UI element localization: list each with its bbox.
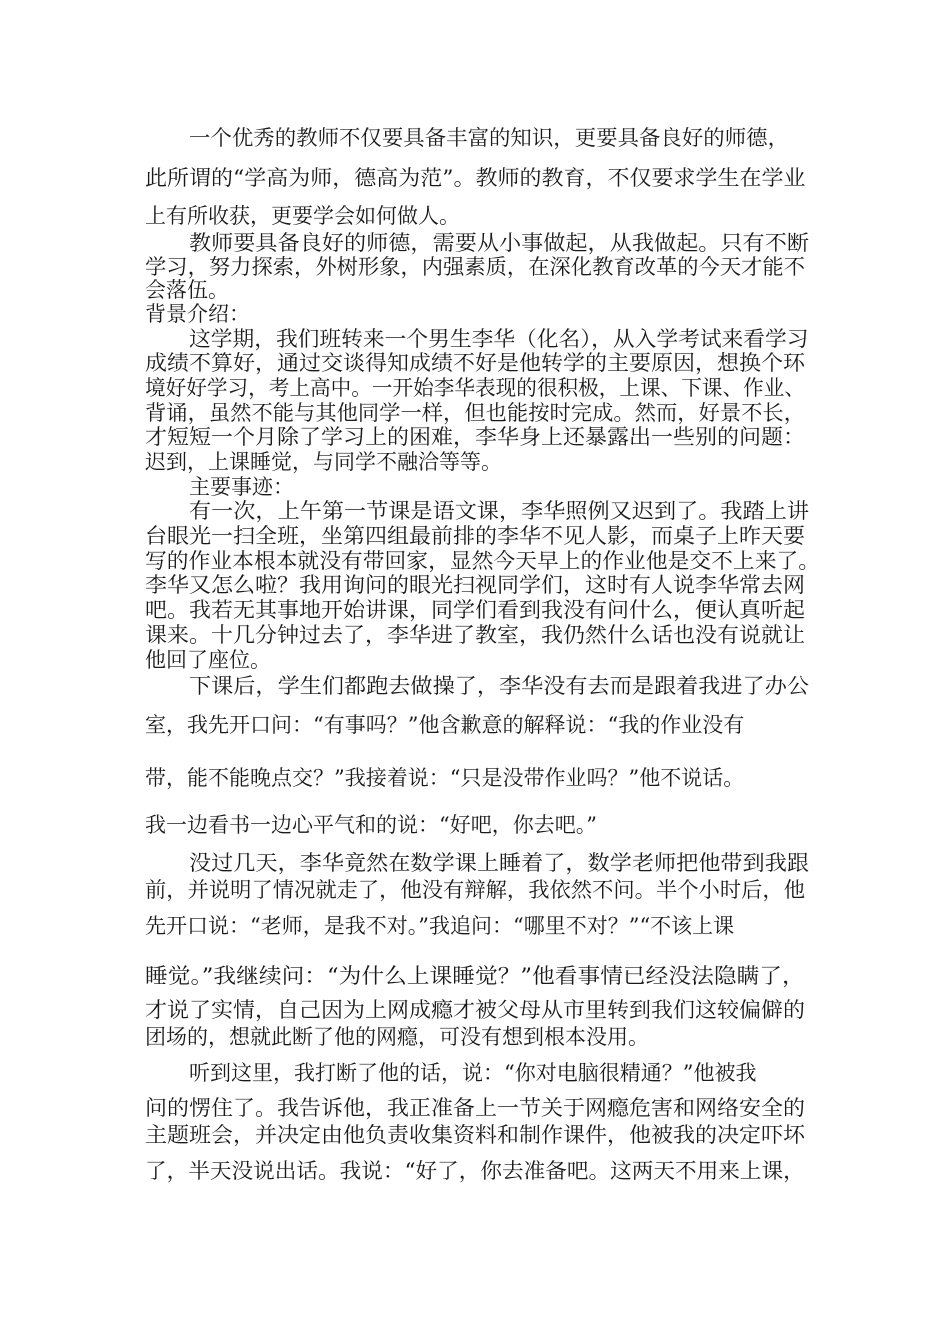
text-line: 没过几天，李华竟然在数学课上睡着了，数学老师把他带到我跟	[189, 851, 809, 875]
text-line: 室，我先开口问：“有事吗？”他含歉意的解释说：“我的作业没有	[145, 713, 745, 737]
text-line: 境好好学习，考上高中。一开始李华表现的很积极，上课、下课、作业、	[145, 376, 805, 400]
text-line: 了，半天没说出话。我说：“好了，你去准备吧。这两天不用来上课，	[145, 1159, 805, 1183]
text-line: 这学期，我们班转来一个男生李华（化名），从入学考试来看学习	[189, 327, 809, 351]
text-line: 学习，努力探索，外树形象，内强素质，在深化教育改革的今天才能不	[145, 255, 805, 279]
text-line: 他回了座位。	[145, 648, 271, 672]
text-line: 主题班会，并决定由他负责收集资料和制作课件，他被我的决定吓坏	[145, 1123, 805, 1147]
text-line: 问的愣住了。我告诉他，我正准备上一节关于网瘾危害和网络安全的	[145, 1096, 805, 1120]
text-line: 才短短一个月除了学习上的困难，李华身上还暴露出一些别的问题：	[145, 425, 805, 449]
text-line: 迟到，上课睡觉，与同学不融洽等等。	[145, 450, 502, 474]
text-line: 成绩不算好，通过交谈得知成绩不好是他转学的主要原因，想换个环	[145, 351, 805, 375]
text-line: 先开口说：“老师，是我不对。”我追问：“哪里不对？”“不该上课	[145, 914, 735, 938]
text-line: 教师要具备良好的师德，需要从小事做起，从我做起。只有不断	[189, 231, 809, 255]
text-line: 带，能不能晚点交？”我接着说：“只是没带作业吗？”他不说话。	[145, 766, 745, 790]
text-line: 背景介绍：	[145, 302, 250, 326]
text-line: 背诵，虽然不能与其他同学一样，但也能按时完成。然而，好景不长，	[145, 401, 805, 425]
text-line: 团场的，想就此断了他的网瘾，可没有想到根本没用。	[145, 1025, 649, 1049]
text-line: 李华又怎么啦？我用询问的眼光扫视同学们，这时有人说李华常去网	[145, 573, 805, 597]
text-line: 会落伍。	[145, 278, 229, 302]
text-line: 一个优秀的教师不仅要具备丰富的知识，更要具备良好的师德，	[189, 126, 789, 150]
text-line: 下课后，学生们都跑去做操了，李华没有去而是跟着我进了办公	[189, 674, 809, 698]
text-line: 听到这里，我打断了他的话，说：“你对电脑很精通？”他被我	[189, 1061, 757, 1085]
text-line: 有一次，上午第一节课是语文课，李华照例又迟到了。我踏上讲	[189, 499, 809, 523]
text-line: 吧。我若无其事地开始讲课，同学们看到我没有问什么，便认真听起	[145, 598, 805, 622]
text-line: 上有所收获，更要学会如何做人。	[145, 204, 460, 228]
text-line: 睡觉。”我继续问：“为什么上课睡觉？”他看事情已经没法隐瞒了，	[145, 964, 805, 988]
text-line: 才说了实情，自己因为上网成瘾才被父母从市里转到我们这较偏僻的	[145, 998, 805, 1022]
text-line: 写的作业本根本就没有带回家，显然今天早上的作业他是交不上来了。	[145, 549, 821, 573]
text-line: 课来。十几分钟过去了，李华进了教室，我仍然什么话也没有说就让	[145, 623, 805, 647]
text-line: 前，并说明了情况就走了，他没有辩解，我依然不问。半个小时后，他	[145, 878, 805, 902]
text-line: 我一边看书一边心平气和的说：“好吧，你去吧。”	[145, 813, 597, 837]
text-line: 此所谓的“学高为师，德高为范”。教师的教育，不仅要求学生在学业	[145, 166, 806, 190]
text-line: 台眼光一扫全班，坐第四组最前排的李华不见人影，而桌子上昨天要	[145, 524, 805, 548]
text-line: 主要事迹：	[189, 475, 294, 499]
